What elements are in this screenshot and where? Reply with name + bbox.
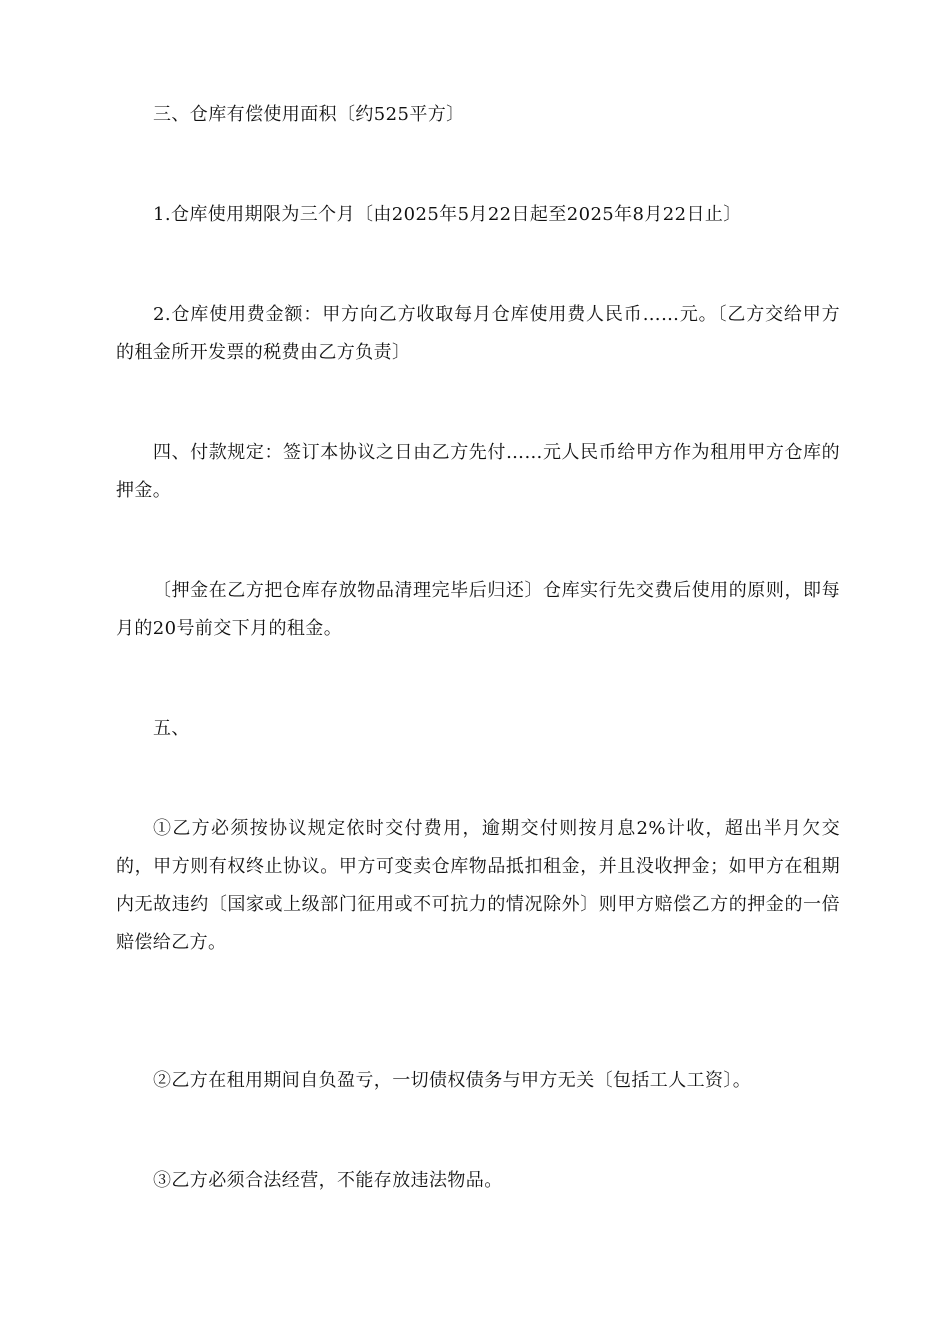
- section-four-payment: 四、付款规定：签订本协议之日由乙方先付……元人民币给甲方作为租用甲方仓库的押金。: [116, 442, 840, 501]
- deposit-return-paragraph: 〔押金在乙方把仓库存放物品清理完毕后归还〕仓库实行先交费后使用的原则，即每月的20号前交下月的租金。: [116, 580, 840, 639]
- clause-fee-amount: 2.仓库使用费金额：甲方向乙方收取每月仓库使用费人民币……元。〔乙方交给甲方的租金所开发票的税费由乙方负责〕: [116, 304, 840, 363]
- clause-item-1: ①乙方必须按协议规定依时交付费用，逾期交付则按月息2%计收，超出半月欠交的，甲方则有权终止协议。甲方可变卖仓库物品抵扣租金，并且没收押金；如甲方在租期内无故违约〔国家或上级部门征用或不可抗力的情况除外〕则甲方赔偿乙方的押金的一倍赔偿给乙方。: [116, 818, 840, 953]
- section-three-heading: 三、仓库有偿使用面积〔约525平方〕: [153, 104, 465, 125]
- section-five-heading: 五、: [153, 718, 190, 739]
- clause-item-3: ③乙方必须合法经营，不能存放违法物品。: [153, 1170, 503, 1191]
- clause-item-2: ②乙方在租用期间自负盈亏，一切债权债务与甲方无关〔包括工人工资〕。: [153, 1070, 752, 1091]
- clause-term-period: 1.仓库使用期限为三个月〔由2025年5月22日起至2025年8月22日止〕: [153, 204, 742, 225]
